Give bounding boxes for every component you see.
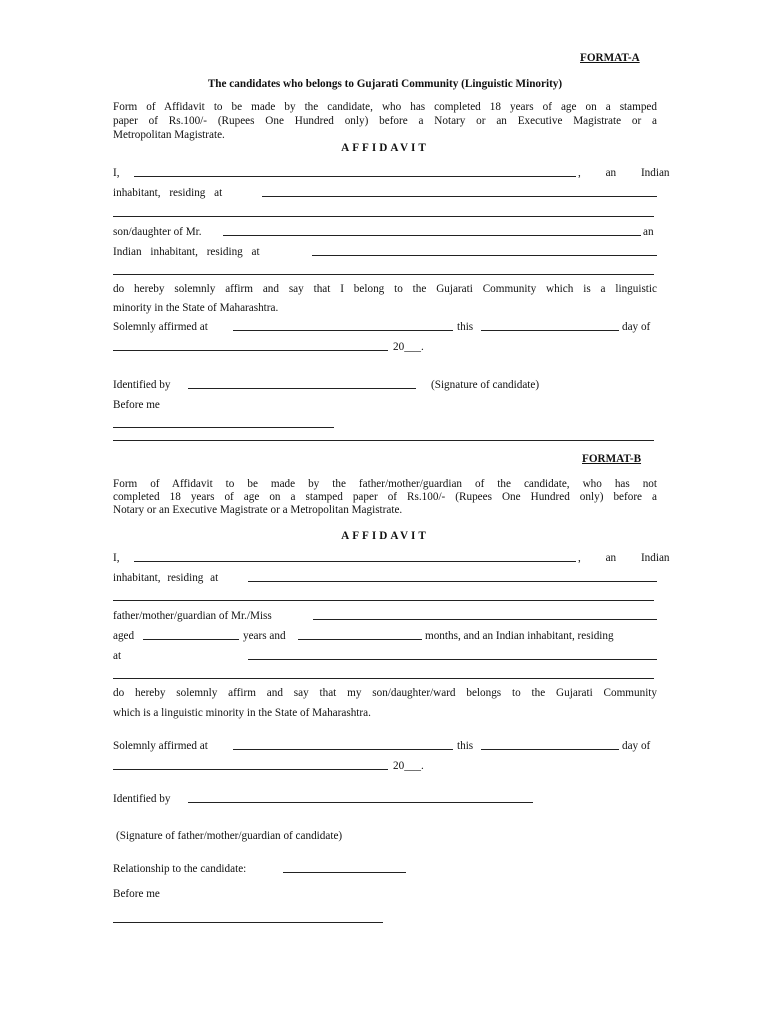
format-a-declaration-line-2: minority in the State of Maharashtra. (113, 302, 279, 314)
format-b-declaration-line-2: which is a linguistic minority in the State of Maharashtra. (113, 707, 371, 719)
address-blank[interactable] (262, 196, 657, 197)
candidate-name-blank[interactable] (313, 619, 657, 620)
format-a-an-indian: , an Indian (578, 167, 670, 179)
format-a-son-daughter-label: son/daughter of Mr. (113, 226, 202, 238)
format-b-signature-label: (Signature of father/mother/guardian of candidate) (116, 830, 343, 842)
format-b-before-me-label: Before me (113, 888, 160, 900)
format-b-intro-line-3: Notary or an Executive Magistrate or a Metropolitan Magistrate. (113, 504, 403, 516)
format-b-intro-line-2: completed 18 years of age on a stamped paper of Rs.100/- (Rupees One Hundred only) before a (113, 491, 657, 503)
guardian-name-blank[interactable] (134, 561, 576, 562)
format-b-guardian-of-label: father/mother/guardian of Mr./Miss (113, 610, 272, 622)
format-b-relationship-label: Relationship to the candidate: (113, 863, 247, 875)
format-b-solemnly-affirmed-label: Solemnly affirmed at (113, 740, 208, 752)
notary-signature-blank[interactable] (113, 427, 334, 428)
age-years-blank[interactable] (143, 639, 239, 640)
format-b-years-and-label: years and (243, 630, 286, 642)
month-blank[interactable] (113, 350, 388, 351)
guardian-address-blank-continued[interactable] (113, 600, 654, 601)
format-a-this-label: this (457, 321, 474, 333)
parent-address-blank-continued[interactable] (113, 274, 654, 275)
parent-address-blank[interactable] (312, 255, 657, 256)
candidate-address-blank[interactable] (248, 659, 657, 660)
format-b-identified-by-label: Identified by (113, 793, 171, 805)
format-a-solemnly-affirmed-label: Solemnly affirmed at (113, 321, 208, 333)
format-b-declaration-line-1: do hereby solemnly affirm and say that my son/daughter/ward belongs to the Gujarati Community (113, 687, 657, 699)
place-blank[interactable] (233, 330, 453, 331)
format-b-month-blank[interactable] (113, 769, 388, 770)
section-separator-line (113, 440, 654, 441)
format-b-notary-signature-blank[interactable] (113, 922, 383, 923)
format-b-an-indian: , an Indian (578, 552, 670, 564)
format-a-an-label: an (643, 226, 654, 238)
age-months-blank[interactable] (298, 639, 422, 640)
format-a-title: The candidates who belongs to Gujarati Community (Linguistic Minority) (207, 78, 563, 90)
format-a-intro-line-1: Form of Affidavit to be made by the candidate, who has completed 18 years of age on a stamped (113, 101, 657, 113)
format-b-year-label: 20___. (393, 760, 424, 772)
format-a-before-me-label: Before me (113, 399, 160, 411)
format-b-inhabitant-label: inhabitant, residing at (113, 572, 219, 584)
relationship-blank[interactable] (283, 872, 406, 873)
format-a-identified-by-label: Identified by (113, 379, 171, 391)
format-b-identified-by-blank[interactable] (188, 802, 533, 803)
format-a-intro-line-3: Metropolitan Magistrate. (113, 129, 225, 141)
format-b-place-blank[interactable] (233, 749, 453, 750)
format-a-affidavit-heading: AFFIDAVIT (341, 142, 429, 154)
format-a-i-label: I, (113, 167, 120, 179)
identified-by-blank[interactable] (188, 388, 416, 389)
format-a-day-of-label: day of (622, 321, 651, 333)
format-b-intro-line-1: Form of Affidavit to be made by the father/mother/guardian of the candidate, who has not (113, 478, 657, 490)
format-a-signature-label: (Signature of candidate) (431, 379, 540, 391)
format-b-day-blank[interactable] (481, 749, 619, 750)
format-b-affidavit-heading: AFFIDAVIT (341, 530, 429, 542)
format-a-indian-inhabitant-label: Indian inhabitant, residing at (113, 246, 260, 258)
format-b-this-label: this (457, 740, 474, 752)
format-b-aged-label: aged (113, 630, 135, 642)
format-b-day-of-label: day of (622, 740, 651, 752)
candidate-address-blank-continued[interactable] (113, 678, 654, 679)
format-a-heading: FORMAT-A (580, 52, 640, 64)
format-a-declaration-line-1: do hereby solemnly affirm and say that I belong to the Gujarati Community which is a linguistic (113, 283, 657, 295)
format-b-months-label: months, and an Indian inhabitant, residing (425, 630, 614, 642)
guardian-address-blank[interactable] (248, 581, 657, 582)
address-blank-continued[interactable] (113, 216, 654, 217)
format-a-inhabitant-label: inhabitant, residing at (113, 187, 223, 199)
format-b-heading: FORMAT-B (582, 453, 642, 465)
format-a-year-label: 20___. (393, 341, 424, 353)
parent-name-blank[interactable] (223, 235, 641, 236)
name-blank[interactable] (134, 176, 576, 177)
format-b-i-label: I, (113, 552, 120, 564)
format-a-intro-line-2: paper of Rs.100/- (Rupees One Hundred only) before a Notary or an Executive Magistrate or a (113, 115, 657, 127)
format-b-at-label: at (113, 650, 122, 662)
day-blank[interactable] (481, 330, 619, 331)
